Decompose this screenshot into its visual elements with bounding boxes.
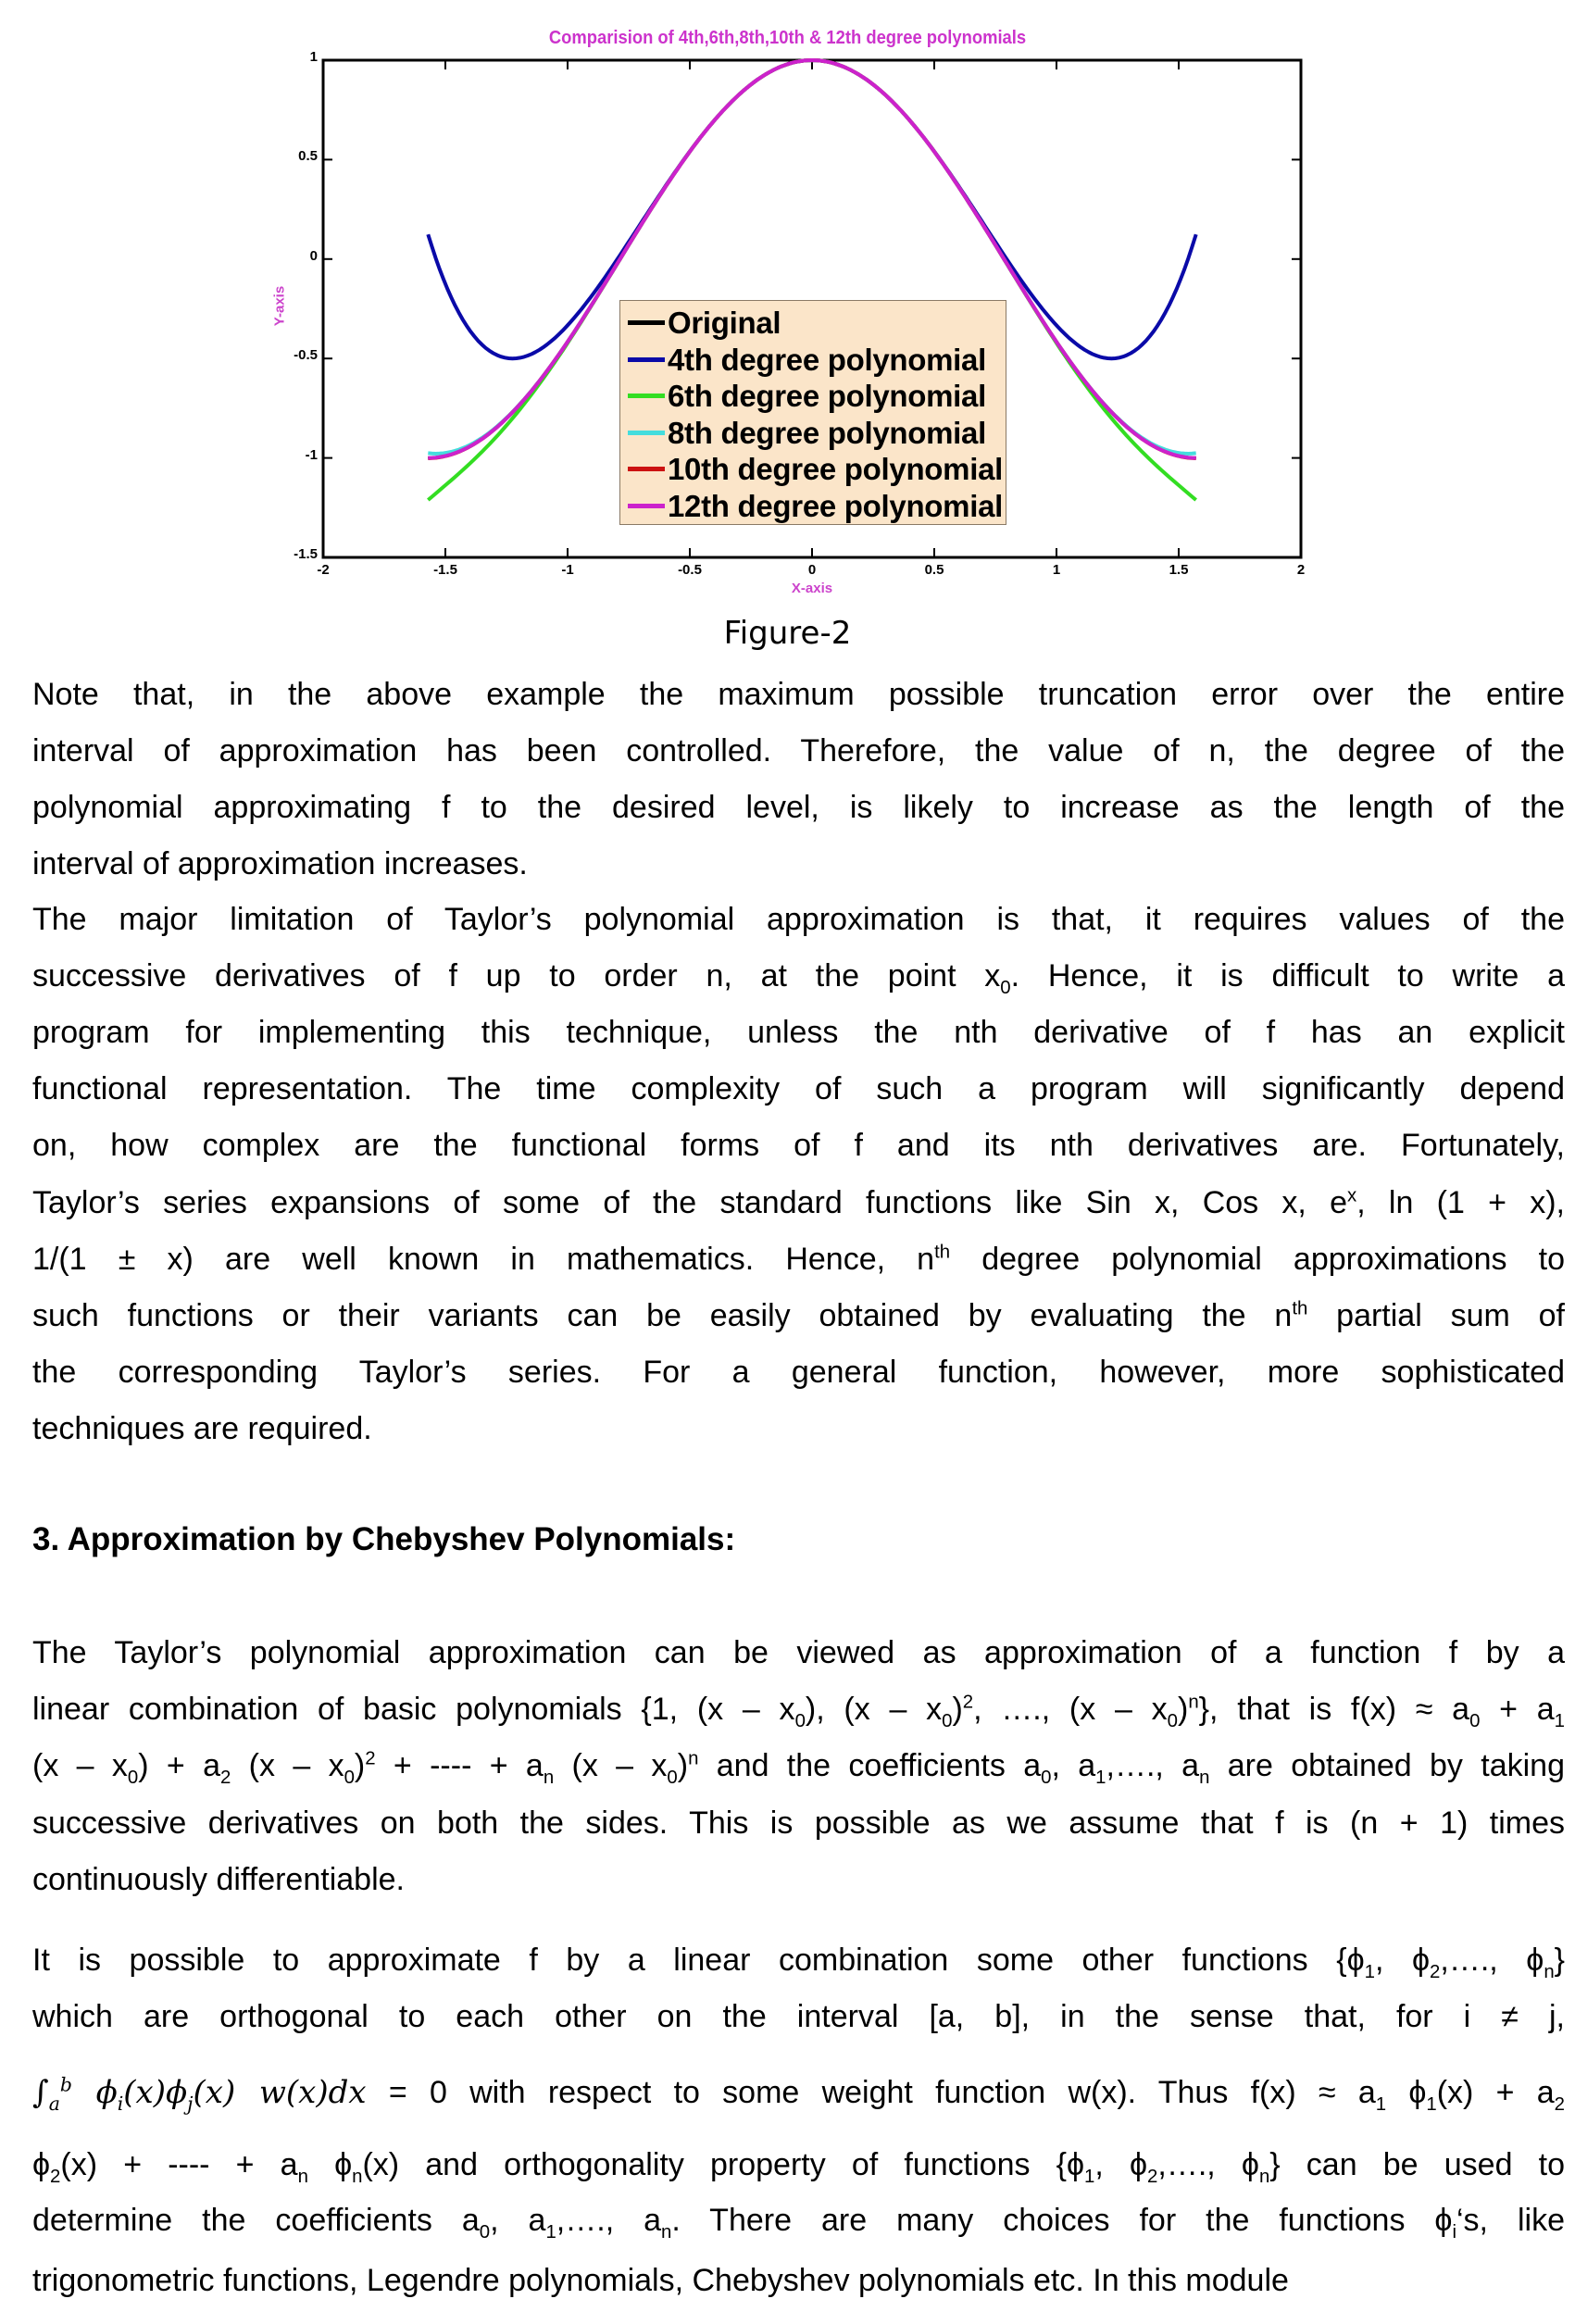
legend-swatch-icon: [628, 357, 665, 362]
y-tick-label: 0: [309, 247, 318, 264]
figure-caption: Figure-2: [723, 615, 852, 652]
text-line: continuously differentiable.: [32, 1861, 405, 1897]
legend-item: [628, 415, 1006, 452]
y-tick-label: 1: [309, 49, 318, 65]
text-line: polynomial approximating f to the desired level, is likely to increase as the length of the: [32, 790, 1565, 825]
text-line: interval of approximation has been controlled. Therefore, the value of n, the degree of the: [32, 733, 1565, 768]
text-line: $\phi_2(x)$ + ---- + $a_n$ $\phi_n(x)$ and orthogonality property of functions {$\phi_1$, $\phi_2,\dots$., $\phi_n$} can be used to: [32, 2147, 1565, 2187]
text-line: on, how complex are the functional forms of f and its nth derivatives are. Fortunately,: [32, 1128, 1565, 1164]
legend-label: 6th degree polynomial: [668, 379, 986, 414]
legend-label: 4th degree polynomial: [668, 342, 986, 377]
legend-label: 10th degree polynomial: [668, 452, 1003, 487]
legend-swatch-icon: [628, 320, 665, 325]
x-tick-label: -1.5: [433, 562, 457, 578]
legend-label: 12th degree polynomial: [668, 488, 1003, 523]
chart-title: Comparision of 4th,6th,8th,10th & 12th degree polynomials: [548, 28, 1027, 48]
y-tick-label: -0.5: [294, 347, 318, 364]
chart-legend: [619, 300, 1006, 525]
text-line: Note that, in the above example the maximum possible truncation error over the entire: [32, 677, 1565, 712]
y-tick-label: -1.5: [294, 546, 318, 562]
legend-item: [628, 342, 1006, 379]
x-tick-label: 0.5: [924, 562, 944, 578]
text-line: successive derivatives of f up to order n, at the point $x_0$. Hence, it is difficult to write a: [32, 958, 1565, 998]
text-line: linear combination of basic polynomials {1, $(x - x_0)$, $(x - x_0)^2$, …., $(x - x_0)^n$}, that is $f(x) \approx a_0 + a_1$: [32, 1692, 1565, 1731]
section-heading: 3. Approximation by Chebyshev Polynomials:: [32, 1521, 736, 1557]
y-tick-label: 0.5: [298, 148, 318, 165]
x-tick-label: -2: [317, 562, 330, 578]
text-line: which are orthogonal to each other on the interval [a, b], in the sense that, for i ≠ j,: [32, 1999, 1565, 2034]
legend-swatch-icon: [628, 467, 665, 471]
x-tick-label: 1.5: [1169, 562, 1189, 578]
x-tick-label: -0.5: [678, 562, 702, 578]
text-line: such functions or their variants can be easily obtained by evaluating the $n^{th}$ partial sum of: [32, 1297, 1566, 1333]
x-axis-label: X-axis: [791, 581, 833, 596]
text-line: interval of approximation increases.: [32, 846, 528, 881]
text-line: determine the coefficients $a_0$, $a_1,\dots$., $a_n$. There are many choices for the functions $\phi_i‘s$, like: [32, 2203, 1565, 2243]
legend-item: [628, 305, 1006, 342]
text-line: techniques are required.: [32, 1410, 372, 1446]
legend-swatch-icon: [628, 504, 665, 508]
x-tick-label: -1: [561, 562, 574, 578]
legend-label: Original: [668, 306, 781, 341]
text-line: Taylor’s series expansions of some of the standard functions like Sin x, Cos x, $e^x$, ln (1 + x),: [32, 1184, 1565, 1220]
text-line: program for implementing this technique, unless the nth derivative of f has an explicit: [32, 1015, 1565, 1051]
text-line: 1/(1 ± x) are well known in mathematics. Hence, $n^{th}$ degree polynomial approximations to: [32, 1241, 1565, 1277]
text-line: The Taylor’s polynomial approximation can be viewed as approximation of a function f by a: [32, 1635, 1565, 1670]
legend-swatch-icon: [628, 431, 665, 435]
text-line: The major limitation of Taylor’s polynomial approximation is that, it requires values of the: [32, 902, 1565, 937]
x-tick-label: 2: [1296, 562, 1306, 578]
text-line: It is possible to approximate f by a linear combination some other functions {$\phi_1$, $\phi_2,\dots$., $\phi_n$}: [32, 1943, 1566, 1982]
text-line: trigonometric functions, Legendre polynomials, Chebyshev polynomials etc. In this module: [32, 2263, 1289, 2298]
y-axis-label: Y-axis: [271, 285, 288, 327]
figure-2-chart: [0, 0, 1575, 611]
text-line: successive derivatives on both the sides. This is possible as we assume that f is (n + 1) times: [32, 1805, 1565, 1841]
x-tick-label: 0: [807, 562, 817, 578]
legend-item: [628, 451, 1006, 488]
text-line: functional representation. The time complexity of such a program will significantly depend: [32, 1071, 1565, 1107]
text-line: the corresponding Taylor’s series. For a general function, however, more sophisticated: [32, 1354, 1565, 1390]
y-tick-label: -1: [305, 446, 318, 463]
text-line: $(x - x_0) + a_2$ $(x - x_0)^2$ + ---- + $a_n$ $(x - x_0)^n$ and the coefficients $a_0$, $a_1,\dots$., $a_n$ are obtained by taking: [32, 1748, 1565, 1789]
legend-swatch-icon: [628, 394, 665, 398]
x-tick-label: 1: [1052, 562, 1061, 578]
legend-item: [628, 488, 1006, 525]
legend-item: [628, 378, 1006, 415]
legend-label: 8th degree polynomial: [668, 415, 986, 450]
text-line: $\int_a^b$ $\phi_i(x)\phi_j(x) w(x)dx = 0$ with respect to some weight function w(x). Thus $f(x) \approx a_1$ $\phi_1(x) + a_2$: [32, 2073, 1565, 2115]
